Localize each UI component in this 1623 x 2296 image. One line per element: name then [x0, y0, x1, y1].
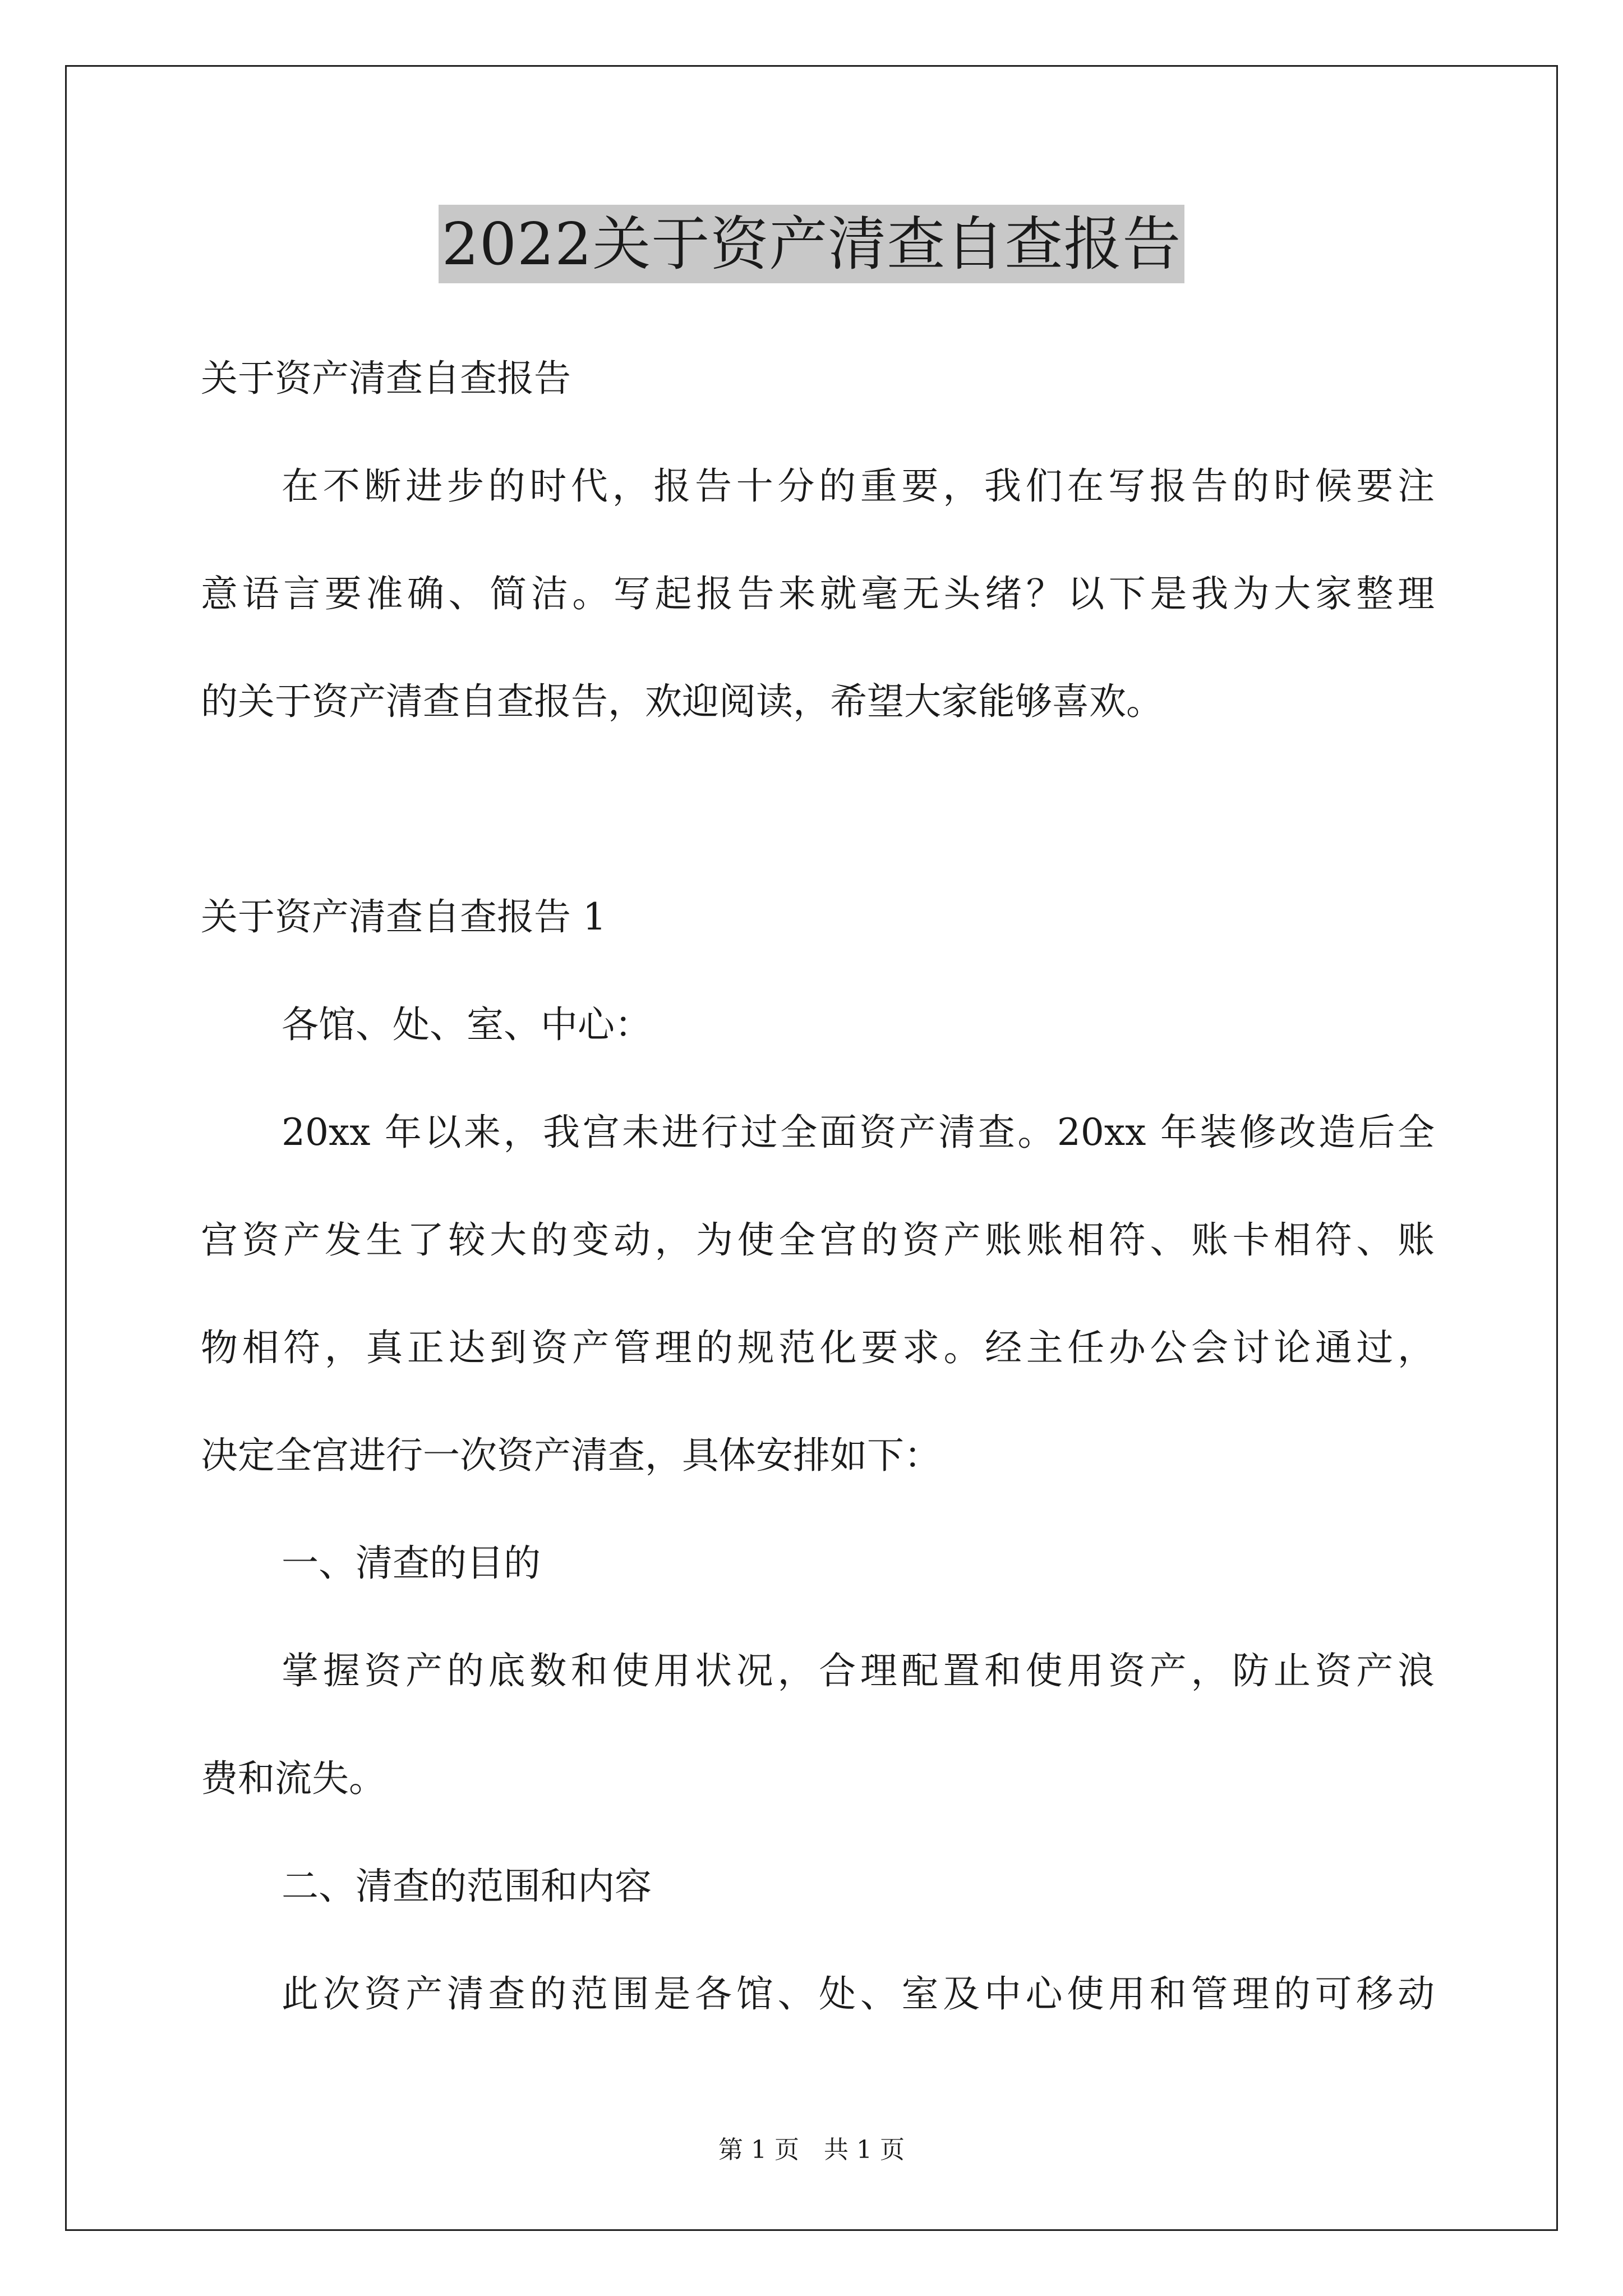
paragraph-line: 掌握资产的底数和使用状况，合理配置和使用资产，防止资产浪: [282, 1649, 1435, 1692]
paragraph-line: 此次资产清查的范围是各馆、处、室及中心使用和管理的可移动: [282, 1972, 1435, 2016]
paragraph-line: 决定全宫进行一次资产清查，具体安排如下：: [201, 1434, 941, 1477]
paragraph-line: 宫资产发生了较大的变动，为使全宫的资产账账相符、账卡相符、账: [201, 1218, 1435, 1262]
paragraph-line: 20xx 年以来，我宫未进行过全面资产清查。20xx 年装修改造后全: [282, 1111, 1435, 1154]
paragraph-line: 的关于资产清查自查报告，欢迎阅读，希望大家能够喜欢。: [201, 680, 1163, 723]
paragraph-line: 一、清查的目的: [282, 1542, 541, 1585]
paragraph-line: 二、清查的范围和内容: [282, 1865, 652, 1908]
title-container: [0, 205, 1623, 283]
paragraph-line: 在不断进步的时代，报告十分的重要，我们在写报告的时候要注: [282, 464, 1435, 508]
paragraph-line: 关于资产清查自查报告: [201, 357, 571, 400]
paragraph-line: 意语言要准确、简洁。写起报告来就毫无头绪？以下是我为大家整理: [201, 572, 1435, 615]
document-title: 2022关于资产清查自查报告: [439, 205, 1185, 283]
paragraph-line: 物相符，真正达到资产管理的规范化要求。经主任办公会讨论通过，: [201, 1326, 1435, 1369]
paragraph-line: 费和流失。: [201, 1757, 386, 1800]
section-heading: 关于资产清查自查报告 1: [201, 895, 606, 938]
paragraph-line: 各馆、处、室、中心：: [282, 1003, 652, 1046]
page-footer: 第 1 页 共 1 页: [718, 2136, 905, 2164]
